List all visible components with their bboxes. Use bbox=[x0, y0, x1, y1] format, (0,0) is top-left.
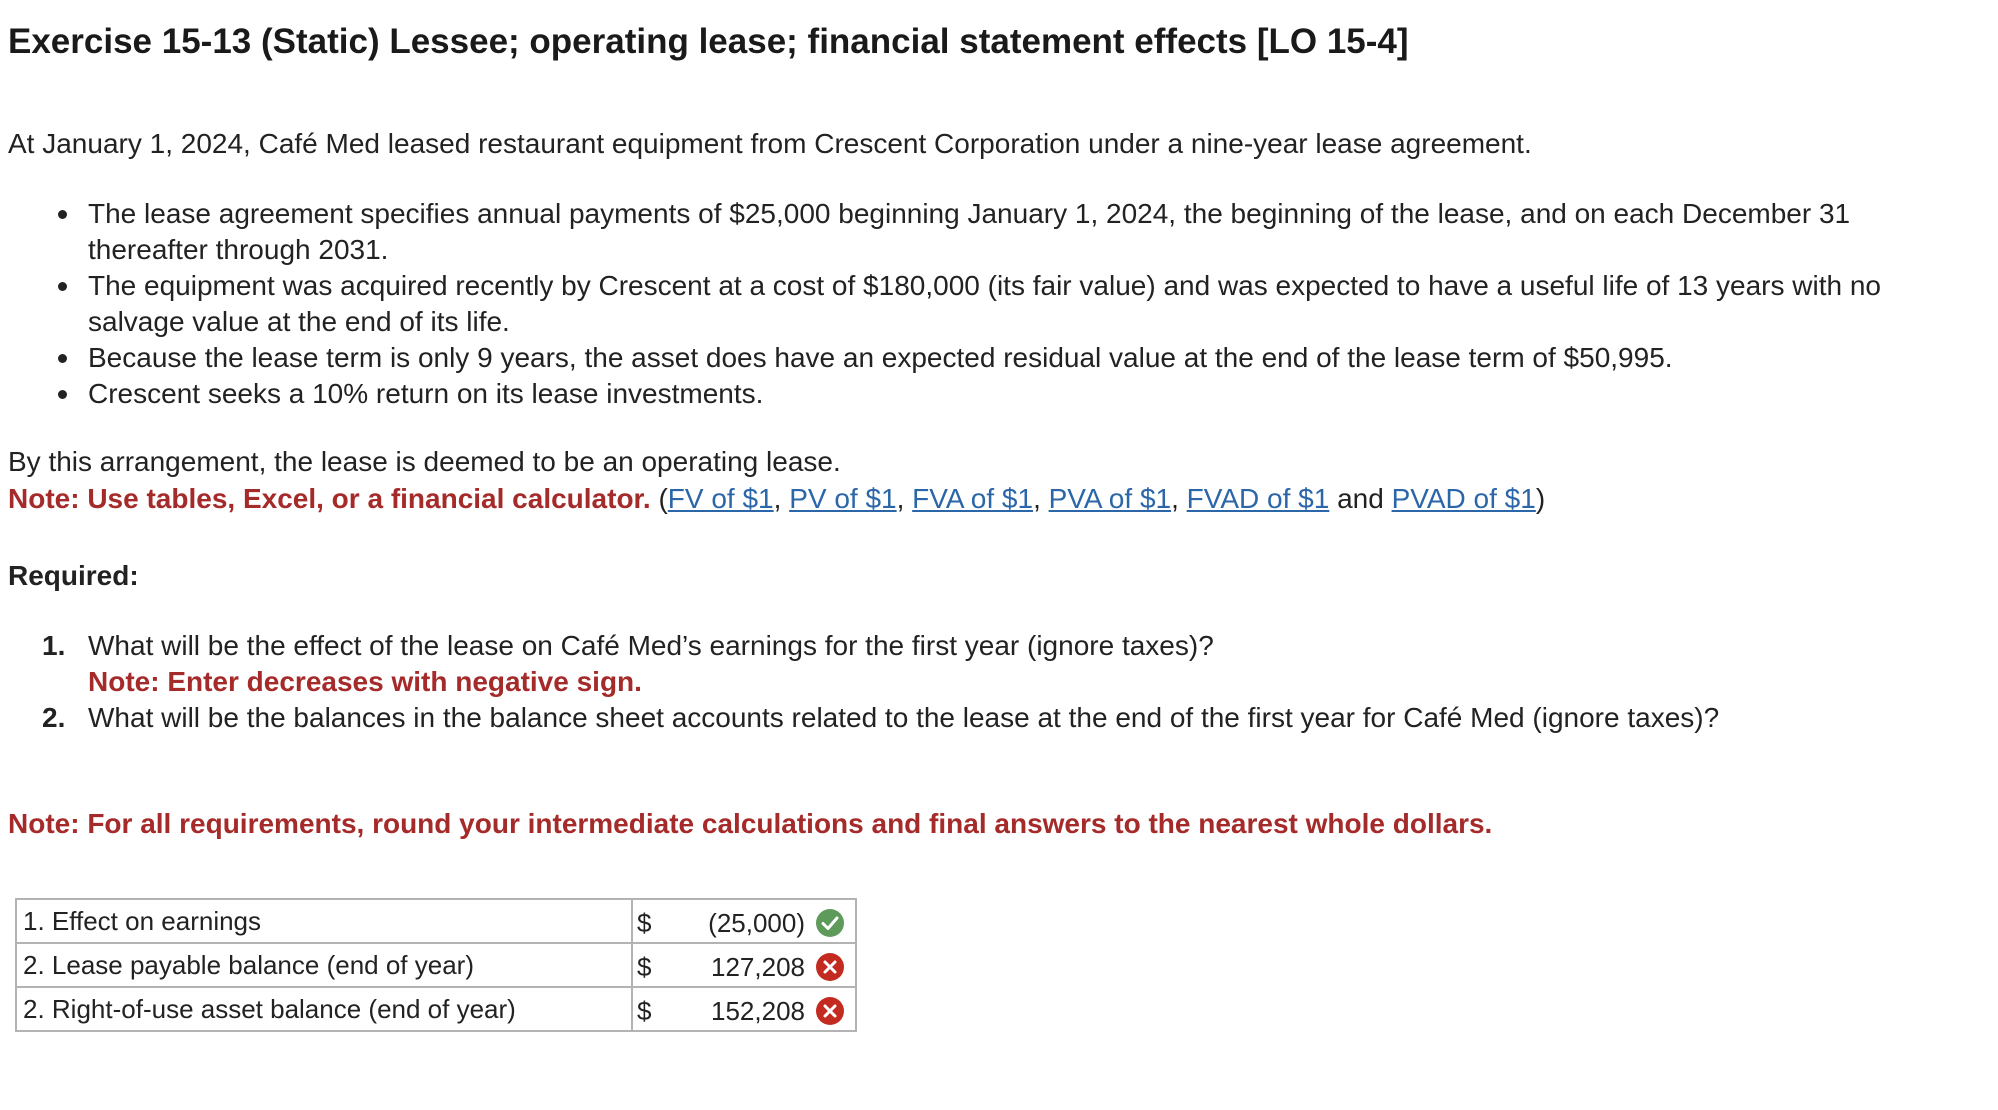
x-circle-icon bbox=[815, 996, 845, 1026]
requirement-number: 2. bbox=[42, 702, 66, 733]
pva-of-1-link[interactable]: PVA of $1 bbox=[1048, 483, 1172, 514]
x-circle-icon bbox=[815, 952, 845, 982]
paren-open: ( bbox=[650, 483, 668, 514]
arrangement-text: By this arrangement, the lease is deemed to be an operating lease. bbox=[8, 446, 841, 477]
requirement-text: What will be the balances in the balance sheet accounts related to the lease at the end of the first year for Café Med (ignore taxes)? bbox=[88, 702, 1720, 733]
row-label: 1. Effect on earnings bbox=[16, 899, 632, 943]
separator: , bbox=[896, 483, 913, 514]
currency-symbol: $ bbox=[637, 952, 652, 982]
row-label: 2. Lease payable balance (end of year) bbox=[16, 943, 632, 987]
currency-symbol: $ bbox=[637, 908, 652, 938]
list-item: The lease agreement specifies annual payments of $25,000 beginning January 1, 2024, the beginning of the lease, and on each December 31 thereafter through 2031. bbox=[54, 196, 1894, 268]
page-title: Exercise 15-13 (Static) Lessee; operating lease; financial statement effects [LO 15-4] bbox=[8, 22, 1409, 61]
table-row bbox=[16, 943, 856, 987]
intro-paragraph: At January 1, 2024, Café Med leased restaurant equipment from Crescent Corporation under a nine-year lease agreement. bbox=[8, 128, 1532, 159]
fvad-of-1-link[interactable]: FVAD of $1 bbox=[1186, 483, 1330, 514]
pv-of-1-link[interactable]: PV of $1 bbox=[789, 483, 897, 514]
list-item: Crescent seeks a 10% return on its lease investments. bbox=[54, 376, 1894, 412]
separator: , bbox=[1171, 483, 1187, 514]
answer-value: 152,208 bbox=[711, 996, 805, 1026]
row-label: 2. Right-of-use asset balance (end of year) bbox=[16, 987, 632, 1031]
table-row bbox=[16, 899, 856, 943]
lease-terms-list bbox=[54, 196, 1894, 412]
answer-input[interactable] bbox=[632, 943, 856, 987]
requirement-item bbox=[42, 628, 1902, 700]
answer-value: (25,000) bbox=[708, 908, 805, 938]
requirement-number: 1. bbox=[42, 630, 66, 661]
separator: , bbox=[773, 483, 790, 514]
answer-input[interactable] bbox=[632, 987, 856, 1031]
answer-value: 127,208 bbox=[711, 952, 805, 982]
check-circle-icon bbox=[815, 908, 845, 938]
answer-input[interactable] bbox=[632, 899, 856, 943]
list-item: Because the lease term is only 9 years, the asset does have an expected residual value at the end of the lease term of $50,995. bbox=[54, 340, 1894, 376]
answer-table bbox=[15, 898, 857, 1032]
pvad-of-1-link[interactable]: PVAD of $1 bbox=[1391, 483, 1536, 514]
calculator-note bbox=[8, 483, 1545, 515]
currency-symbol: $ bbox=[637, 996, 652, 1026]
list-item: The equipment was acquired recently by Crescent at a cost of $180,000 (its fair value) and was expected to have a useful life of 13 years with no salvage value at the end of its life. bbox=[54, 268, 1894, 340]
separator: , bbox=[1033, 483, 1049, 514]
paren-close: ) bbox=[1535, 483, 1546, 514]
requirement-item bbox=[42, 700, 1902, 736]
fva-of-1-link[interactable]: FVA of $1 bbox=[912, 483, 1034, 514]
required-heading: Required: bbox=[8, 560, 139, 591]
rounding-note: Note: For all requirements, round your intermediate calculations and final answers to the nearest whole dollars. bbox=[8, 808, 1493, 839]
note-label: Note: Use tables, Excel, or a financial calculator. bbox=[8, 483, 651, 514]
separator-and: and bbox=[1329, 483, 1392, 514]
fv-of-1-link[interactable]: FV of $1 bbox=[667, 483, 774, 514]
table-row bbox=[16, 987, 856, 1031]
requirement-note: Note: Enter decreases with negative sign. bbox=[88, 666, 642, 697]
requirements-list bbox=[42, 628, 1902, 736]
requirement-text: What will be the effect of the lease on Café Med’s earnings for the first year (ignore taxes)? bbox=[88, 630, 1214, 661]
